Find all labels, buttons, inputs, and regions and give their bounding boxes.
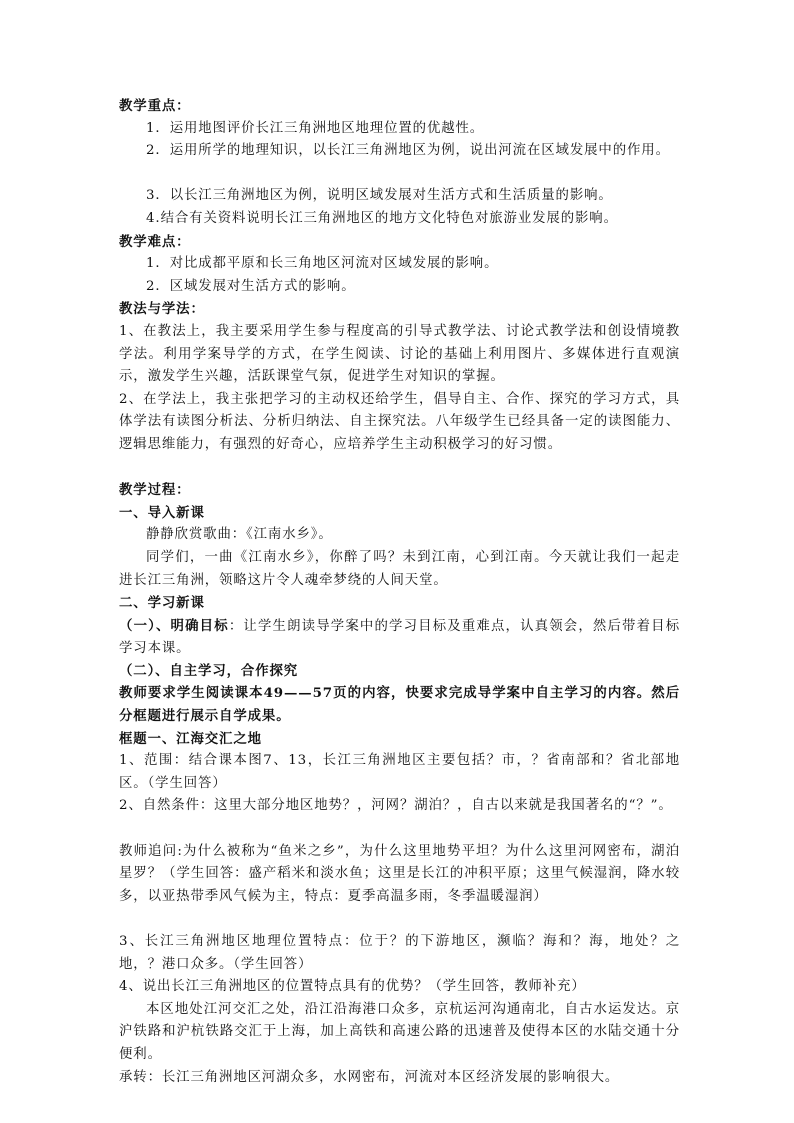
key-points-heading: 教学重点：	[119, 98, 191, 114]
frame-1-heading: 框题一、江海交汇之地	[119, 730, 262, 747]
question-2: 2、自然条件：这里大部分地区地势？，河网？湖泊？，自古以来就是我国著名的“？”。	[119, 798, 673, 814]
section-1-paragraph-2: 同学们，一曲《江南水乡》，你醉了吗？未到江南，心到江南。今天就让我们一起走进长江三角洲，领略这片令人魂牵梦绕的人间天堂。	[119, 549, 680, 588]
transition-line: 承转：长江三角洲地区河湖众多，水网密布，河流对本区经济发展的影响很大。	[119, 1069, 620, 1085]
methods-paragraph-2: 2、在学法上，我主张把学习的主动权还给学生，倡导自主、合作、探究的学习方式，具体学法有读图分析法、分析归纳法、自主探究法。八年级学生已经具备一定的读图能力、逻辑思维能力，有强烈的好奇心，应培养学生主动积极学习的好习惯。	[119, 391, 680, 452]
question-4: 4、说出长江三角洲地区的位置特点具有的优势？（学生回答，教师补充）	[119, 979, 586, 995]
section-2-heading: 二、学习新课	[119, 595, 205, 612]
teacher-followup: 教师追问:为什么被称为“鱼米之乡”，为什么这里地势平坦？为什么这里河网密布，湖泊星罗？（学生回答：盛产稻米和淡水鱼；这里是长江的冲积平原；这里气候湿润，降水较多，以亚热带季风气候为主，特点：夏季高温多雨，冬季温暖湿润）	[119, 843, 680, 904]
explore-heading: （二）、自主学习，合作探究	[119, 662, 299, 679]
key-point-2: 2．运用所学的地理知识，以长江三角洲地区为例，说出河流在区域发展中的作用。	[146, 143, 670, 159]
section-1-paragraph-1: 静静欣赏歌曲：《江南水乡》。	[146, 527, 333, 543]
key-point-3: 3．以长江三角洲地区为例，说明区域发展对生活方式和生活质量的影响。	[146, 188, 613, 204]
difficult-point-1: 1．对比成都平原和长三角地区河流对区域发展的影响。	[146, 256, 499, 272]
key-point-1: 1．运用地图评价长江三角洲地区地理位置的优越性。	[146, 120, 485, 136]
difficult-point-2: 2．区域发展对生活方式的影响。	[146, 278, 356, 294]
key-point-4: 4.结合有关资料说明长江三角洲地区的地方文化特色对旅游业发展的影响。	[146, 210, 618, 226]
location-advantage-paragraph: 本区地处江河交汇之处，沿江沿海港口众多，京杭运河沟通南北，自古水运发达。京沪铁路和沪杭铁路交汇于上海，加上高铁和高速公路的迅速普及使得本区的水陆交通十分便利。	[119, 1001, 680, 1062]
methods-paragraph-1: 1、在教法上，我主要采用学生参与程度高的引导式教学法、讨论式教学法和创设情境教学法。利用学案导学的方式，在学生阅读、讨论的基础上利用图片、多媒体进行直观演示，激发学生兴趣，活跃课堂气氛，促进学生对知识的掌握。	[119, 323, 680, 385]
methods-heading: 教法与学法：	[119, 301, 205, 318]
teacher-requirement: 教师要求学生阅读课本49——57页的内容，快要求完成导学案中自主学习的内容。然后分框题进行展示自学成果。	[119, 685, 680, 725]
question-3: 3、长江三角洲地区地理位置特点：位于？的下游地区，濒临？海和？海，地处？之地，？港口众多。（学生回答）	[119, 934, 680, 972]
question-1: 1、范围：结合课本图7、13，长江三角洲地区主要包括？市，？省南部和？省北部地区。（学生回答）	[119, 753, 680, 791]
difficult-points-heading: 教学难点：	[119, 233, 191, 250]
learning-goal-label: （一）、明确目标	[119, 617, 229, 634]
learning-goal-text: ：让学生朗读导学案中的学习目标及重难点，认真领会，然后带着目标学习本课。	[119, 618, 680, 657]
learning-goal	[119, 615, 680, 660]
section-1-heading: 一、导入新课	[119, 504, 205, 521]
document-page	[119, 95, 680, 1089]
process-heading: 教学过程：	[119, 482, 191, 499]
